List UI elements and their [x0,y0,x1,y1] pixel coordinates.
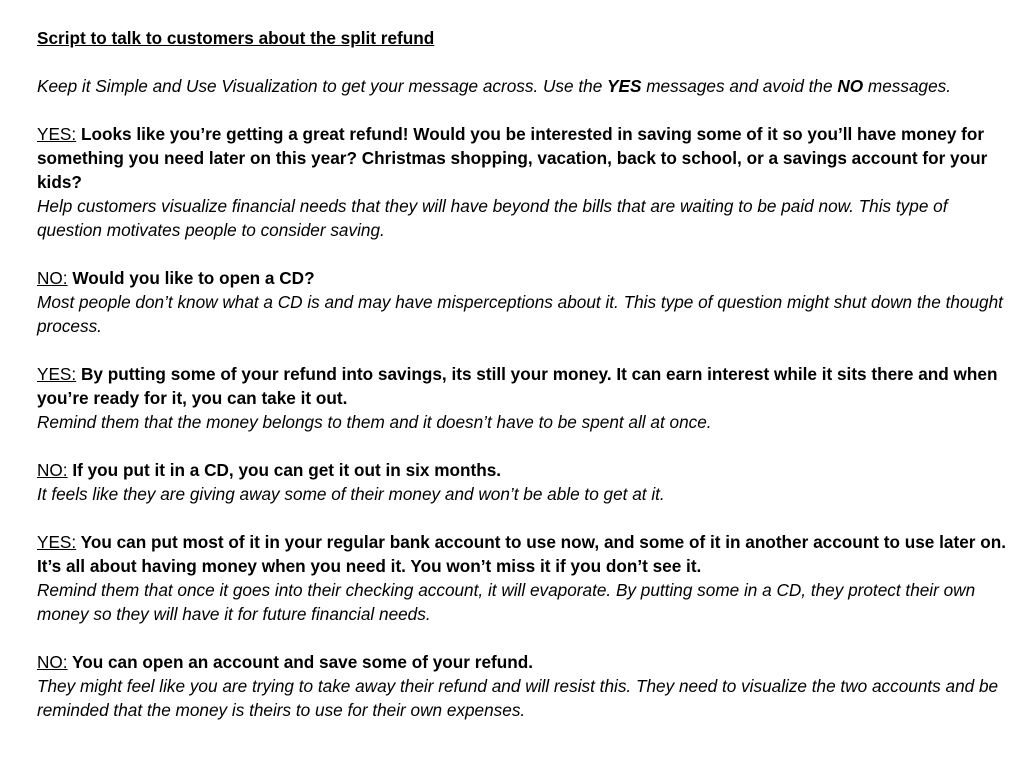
script-statement [37,122,1012,194]
coaching-note: Remind them that the money belongs to them and it doesn’t have to be spent all at once. [37,412,712,432]
no-tag: NO: [37,460,68,480]
script-section-no-2 [37,458,1012,506]
spacer [37,626,1012,650]
no-tag: NO: [37,652,68,672]
script-statement [37,530,1012,578]
intro-text: Keep it Simple and Use Visualization to get your message across. Use the [37,76,608,96]
spacer [37,434,1012,458]
no-tag: NO: [37,268,68,288]
script-section-yes-1 [37,122,1012,242]
coaching-note: Help customers visualize financial needs that they will have beyond the bills that are waiting to be paid now. This type of question motivates people to consider saving. [37,196,948,240]
document-title: Script to talk to customers about the split refund [37,28,435,48]
coaching-note: Most people don’t know what a CD is and may have misperceptions about it. This type of question might shut down the thought process. [37,292,1003,336]
coaching-note: Remind them that once it goes into their checking account, it will evaporate. By putting some in a CD, they protect their own money so they will have it for future financial needs. [37,580,976,624]
intro-text: messages and avoid the [641,76,838,96]
intro-no-word: NO [837,76,864,96]
yes-tag: YES: [37,124,77,144]
statement-text: Looks like you’re getting a great refund! Would you be interested in saving some of it so you’ll have money for something you need later on this year? Christmas shopping, vacation, back to school, or a savings account for your kids? [37,124,988,192]
intro-paragraph [37,74,1012,98]
spacer [37,338,1012,362]
statement-text: Would you like to open a CD? [72,268,315,288]
intro-yes-word: YES [607,76,642,96]
statement-text: You can open an account and save some of your refund. [72,652,533,672]
script-section-yes-3 [37,530,1012,626]
spacer [37,50,1012,74]
spacer [37,506,1012,530]
spacer [37,98,1012,122]
statement-text: You can put most of it in your regular bank account to use now, and some of it in another account to use later on. It’s all about having money when you need it. You won’t miss it if you don’t see it. [37,532,1006,576]
coaching-note: They might feel like you are trying to take away their refund and will resist this. They need to visualize the two accounts and be reminded that the money is theirs to use for their own expenses. [37,676,999,720]
intro-text: messages. [863,76,951,96]
script-statement [37,362,1012,410]
script-statement [37,650,1012,674]
statement-text: By putting some of your refund into savings, its still your money. It can earn interest while it sits there and when you’re ready for it, you can take it out. [37,364,998,408]
script-section-no-1 [37,266,1012,338]
script-section-no-3 [37,650,1012,722]
yes-tag: YES: [37,364,77,384]
yes-tag: YES: [37,532,77,552]
statement-text: If you put it in a CD, you can get it out in six months. [72,460,502,480]
spacer [37,242,1012,266]
script-section-yes-2 [37,362,1012,434]
script-statement [37,266,1012,290]
document-page [37,26,1012,722]
script-statement [37,458,1012,482]
coaching-note: It feels like they are giving away some of their money and won’t be able to get at it. [37,484,665,504]
